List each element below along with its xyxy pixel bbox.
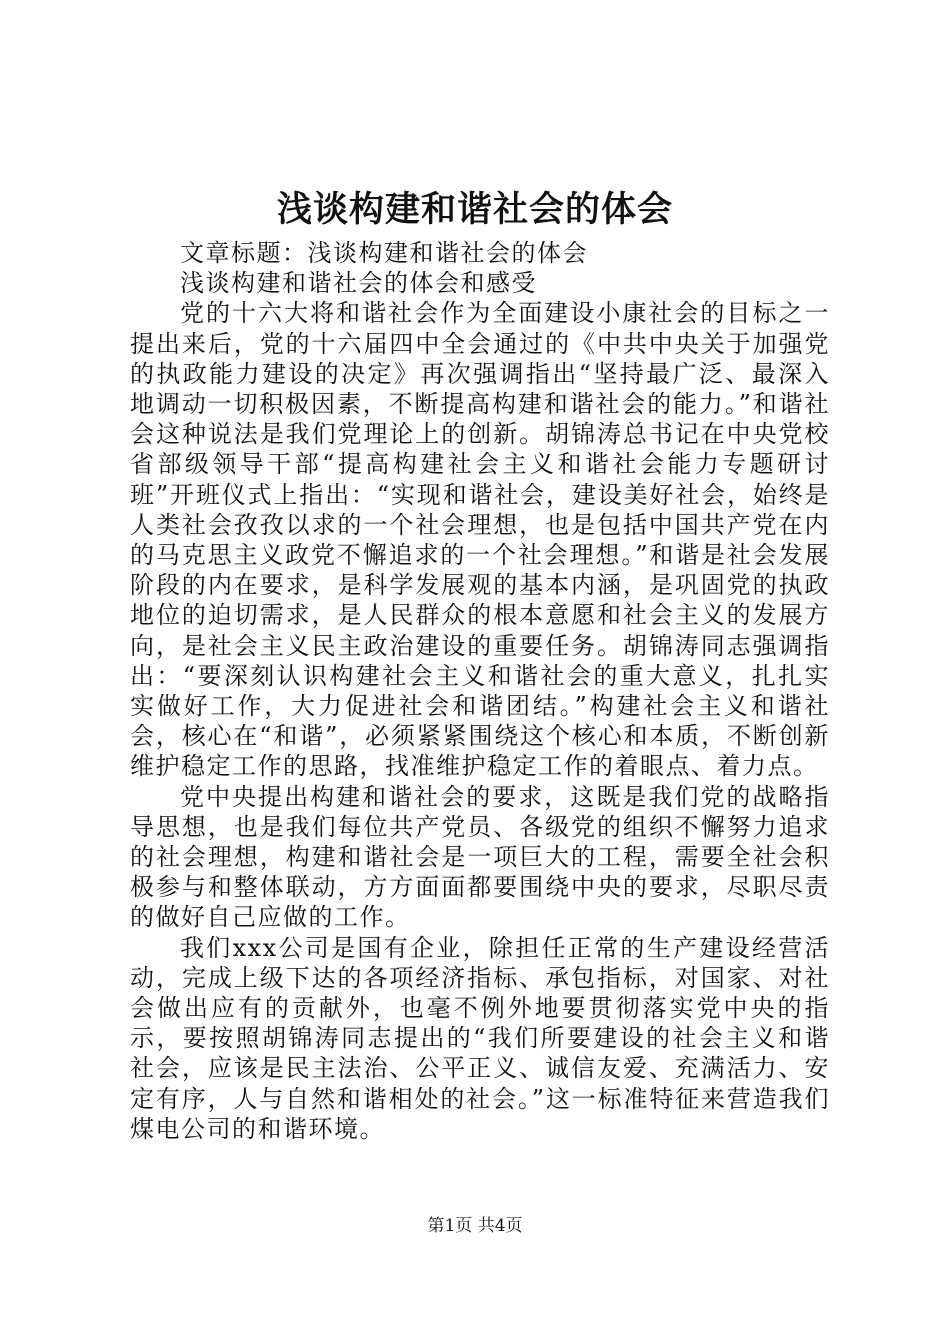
page-number-footer: 第1页 共4页	[427, 1216, 523, 1236]
paragraph: 党的十六大将和谐社会作为全面建设小康社会的目标之一提出来后，党的十六届四中全会通过的《中共中央关于加强党的执政能力建设的决定》再次强调指出“坚持最广泛、最深入地调动一切积极因素，不断提高构建和谐社会的能力。”和谐社会这种说法是我们党理论上的创新。胡锦涛总书记在中央党校省部级领导干部“提高构建社会主义和谐社会能力专题研讨班”开班仪式上指出：“实现和谐社会，建设美好社会，始终是人类社会孜孜以求的一个社会理想，也是包括中国共产党在内的马克思主义政党不懈追求的一个社会理想。”和谐是社会发展阶段的内在要求，是科学发展观的基本内涵，是巩固党的执政地位的迫切需求，是人民群众的根本意愿和社会主义的发展方向，是社会主义民主政治建设的重要任务。胡锦涛同志强调指出：“要深刻认识构建社会主义和谐社会的重大意义，扎扎实实做好工作，大力促进社会和谐团结。”构建社会主义和谐社会，核心在“和谐”，必须紧紧围绕这个核心和本质，不断创新维护稳定工作的思路，找准维护稳定工作的着眼点、着力点。	[130, 299, 830, 781]
paragraph: 我们xxx公司是国有企业，除担任正常的生产建设经营活动，完成上级下达的各项经济指标、承包指标，对国家、对社会做出应有的贡献外，也毫不例外地要贯彻落实党中央的指示，要按照胡锦涛同志提出的“我们所要建设的社会主义和谐社会，应该是民主法治、公平正义、诚信友爱、充满活力、安定有序，人与自然和谐相处的社会。”这一标准特征来营造我们煤电公司的和谐环境。	[130, 933, 830, 1143]
document-body	[130, 238, 830, 1144]
document-title: 浅谈构建和谐社会的体会	[276, 189, 673, 230]
article-subtitle-line: 浅谈构建和谐社会的体会和感受	[180, 269, 537, 298]
article-title-line: 文章标题：浅谈构建和谐社会的体会	[180, 239, 588, 267]
paragraph: 党中央提出构建和谐社会的要求，这既是我们党的战略指导思想，也是我们每位共产党员、各级党的组织不懈努力追求的社会理想，构建和谐社会是一项巨大的工程，需要全社会积极参与和整体联动，方方面面都要围绕中央的要求，尽职尽责的做好自己应做的工作。	[130, 782, 830, 932]
